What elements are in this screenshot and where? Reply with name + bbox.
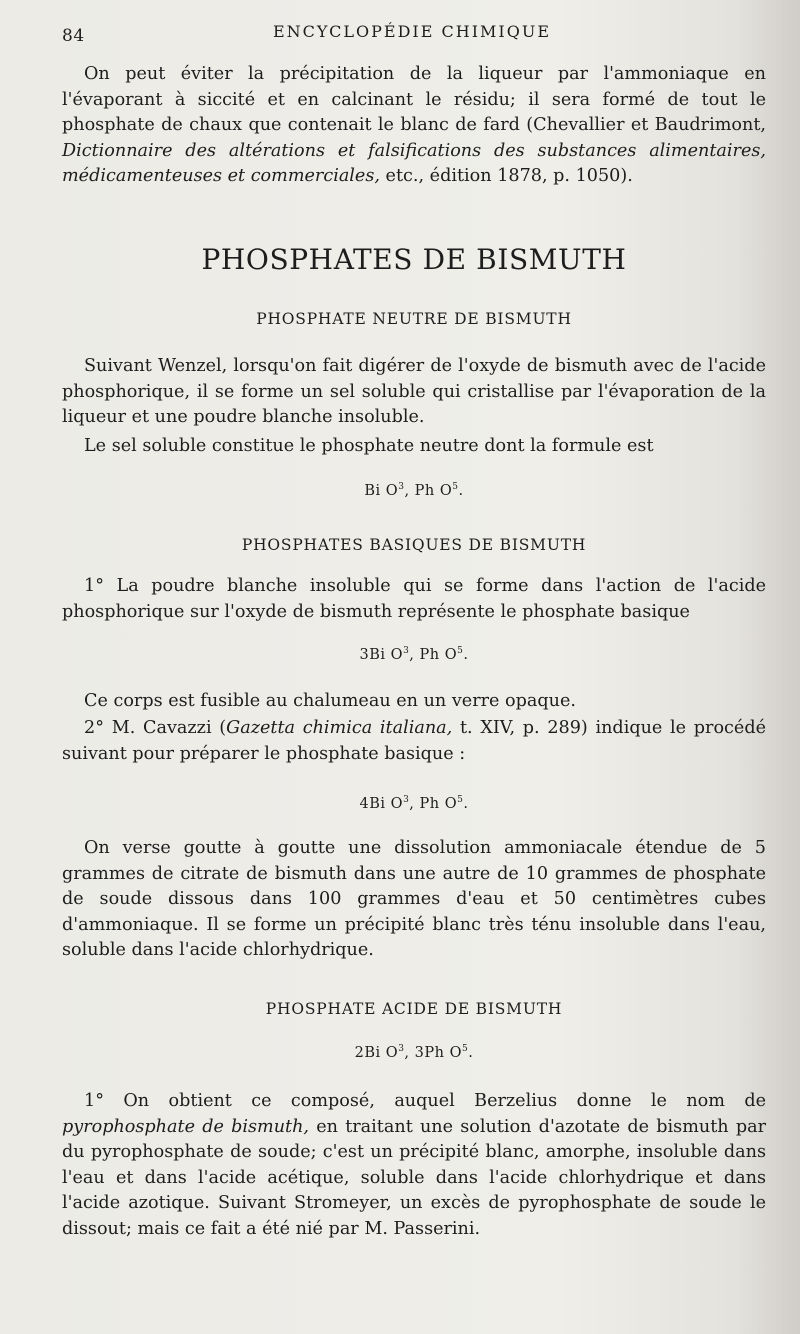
section-title-neutre: PHOSPHATE NEUTRE DE BISMUTH [256, 310, 572, 328]
intro-text-before: On peut éviter la précipitation de la liqueur par l'ammoniaque en l'évaporant à siccité et en calcinant le résidu; il sera formé de tout le phosphate de chaux que contenait le blanc de fard (Chevallier et Baudrimont, [62, 64, 766, 136]
basiques-paragraph-1: 1° La poudre blanche insoluble qui se forme dans l'action de l'acide phosphorique sur l'oxyde de bismuth représente le phosphate basique [62, 576, 766, 622]
formula-basique-2: 4Bi $O^3$, Ph $O^5$. [359, 795, 469, 812]
formula-neutre: Bi $O^3$, Ph $O^5$. [364, 482, 464, 499]
formula-acide: 2Bi $O^3$, 3Ph $O^5$. [354, 1044, 474, 1061]
basiques-paragraph-4: On verse goutte à goutte une dissolution ammoniacale étendue de 5 grammes de citrate de bismuth dans une autre de 10 grammes de phosphate de soude dissous dans 100 grammes d'eau et 50 centimètres cubes d'ammoniaque. Il se forme un précipité blanc très ténu insoluble dans l'eau, soluble dans l'acide chlorhydrique. [62, 838, 766, 961]
section-title-acide: PHOSPHATE ACIDE DE BISMUTH [265, 1000, 563, 1018]
intro-citation-title: Dictionnaire des altérations et falsifications des substances alimentaires, médicamenteuses et commerciales, [62, 140, 766, 187]
running-head [62, 22, 762, 46]
running-title: ENCYCLOPÉDIE CHIMIQUE [272, 22, 552, 41]
main-title: PHOSPHATES DE BISMUTH [201, 243, 627, 276]
neutre-paragraph-2: Le sel soluble constitue le phosphate neutre dont la formule est [84, 436, 654, 456]
basiques-paragraph-2: Ce corps est fusible au chalumeau en un verre opaque. [84, 691, 576, 711]
basiques-paragraph-3: 2° M. Cavazzi (Gazetta chimica italiana, t. XIV, p. 289) indique le procédé suivant pour préparer le phosphate basique : [62, 718, 766, 764]
intro-paragraph [62, 62, 766, 190]
intro-text-after: etc., édition 1878, p. 1050). [379, 166, 633, 187]
neutre-paragraph-1: Suivant Wenzel, lorsqu'on fait digérer de l'oxyde de bismuth avec de l'acide phosphorique, il se forme un sel soluble qui cristallise par l'évaporation de la liqueur et une poudre blanche insoluble. [62, 356, 766, 428]
acide-paragraph-1: 1° On obtient ce composé, auquel Berzelius donne le nom de pyrophosphate de bismuth, en traitant une solution d'azotate de bismuth par du pyrophosphate de soude; c'est un précipité blanc, amorphe, insoluble dans l'eau et dans l'acide acétique, soluble dans l'acide chlorhydrique et dans l'acide azotique. Suivant Stromeyer, un excès de pyrophosphate de soude le dissout; mais ce fait a été nié par M. Passerini. [62, 1091, 766, 1239]
section-title-basiques: PHOSPHATES BASIQUES DE BISMUTH [241, 536, 587, 554]
formula-basique-1: 3Bi $O^3$, Ph $O^5$. [359, 646, 469, 663]
citation-gazetta: Gazetta chimica italiana, [226, 718, 453, 738]
term-pyrophosphate: pyrophosphate de bismuth, [62, 1116, 310, 1137]
page-number: 84 [62, 26, 85, 46]
